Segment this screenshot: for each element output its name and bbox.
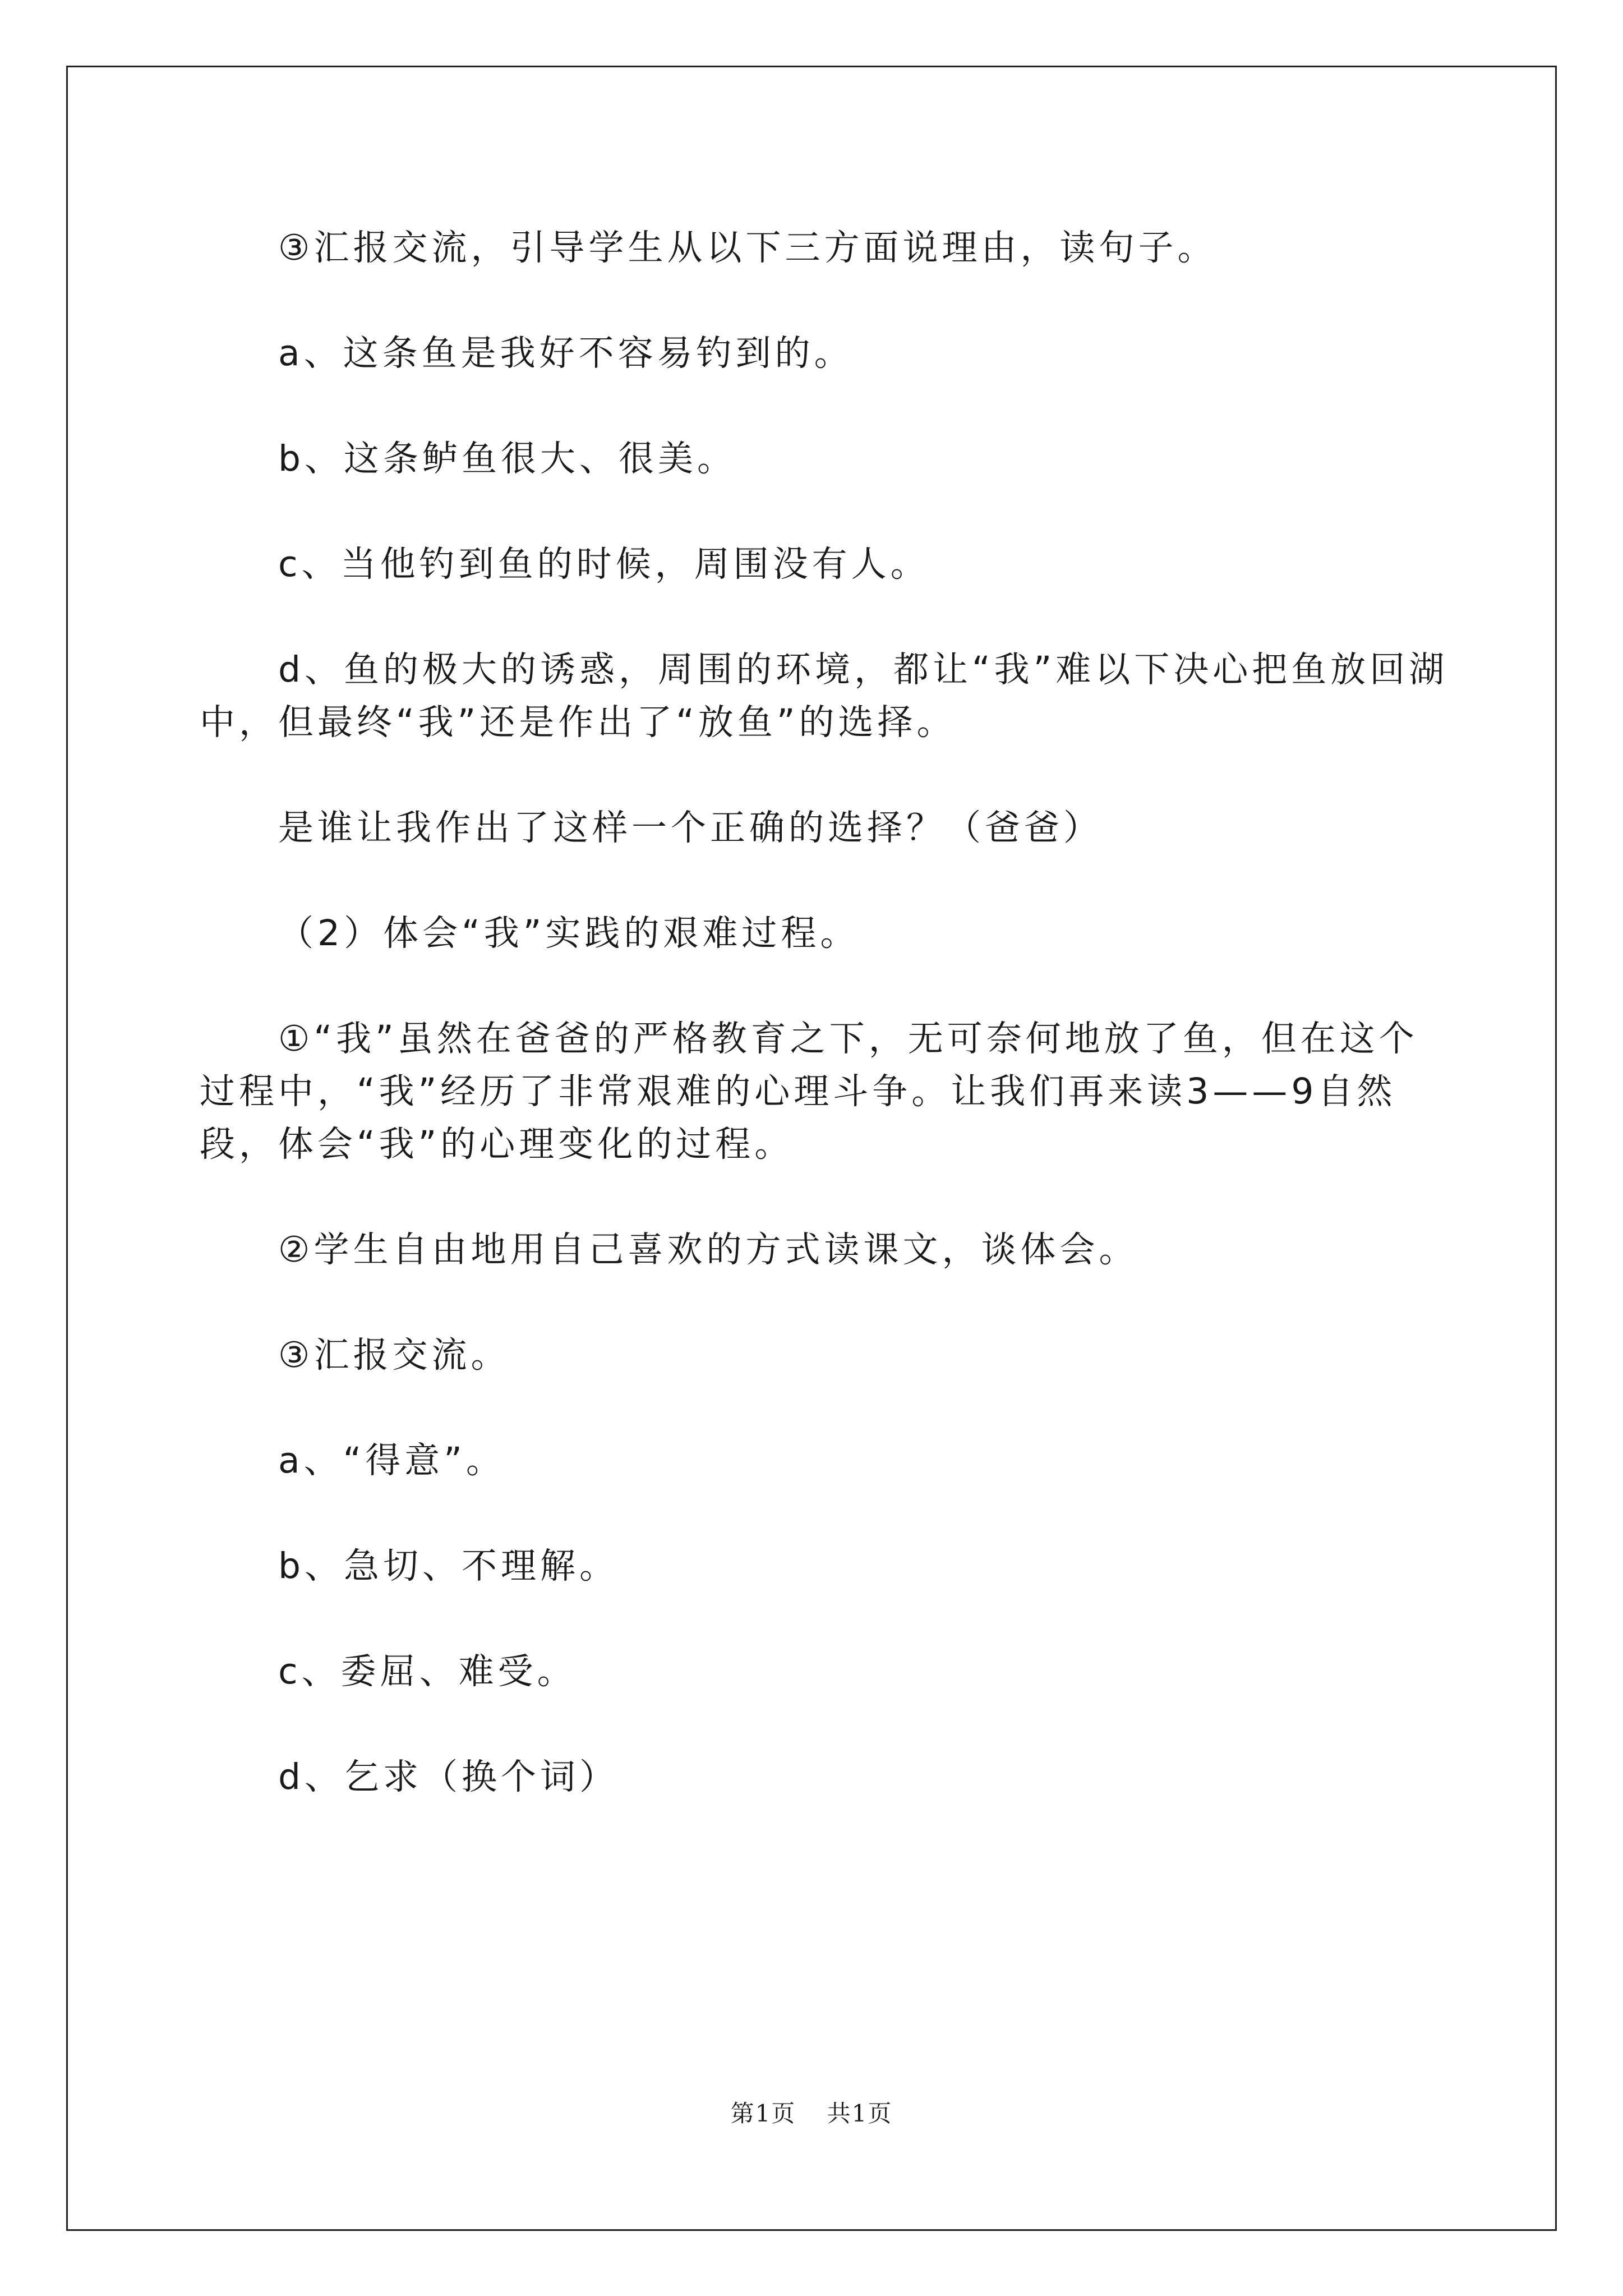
paragraph-question: 是谁让我作出了这样一个正确的选择？（爸爸） <box>278 807 1103 848</box>
page-footer <box>0 2095 1623 2129</box>
paragraph-feeling-b: b、急切、不理解。 <box>278 1545 619 1586</box>
paragraph-feeling-c: c、委屈、难受。 <box>278 1651 577 1692</box>
paragraph-item-c: c、当他钓到鱼的时候，周围没有人。 <box>278 544 930 585</box>
page-total: 共1页 <box>827 2100 893 2127</box>
paragraph-feeling-a: a、“得意”。 <box>278 1440 505 1481</box>
paragraph-step-3: ③汇报交流。 <box>278 1335 510 1375</box>
paragraph-item-d: d、鱼的极大的诱惑，周围的环境，都让“我”难以下决心把鱼放回湖中，但最终“我”还是作出了“放鱼”的选择。 <box>200 649 1449 743</box>
paragraph-report-reasons: ③汇报交流，引导学生从以下三方面说理由，读句子。 <box>278 227 1217 268</box>
paragraph-section-2: （2）体会“我”实践的艰难过程。 <box>278 913 860 954</box>
paragraph-step-1: ①“我”虽然在爸爸的严格教育之下，无可奈何地放了鱼，但在这个过程中，“我”经历了非常艰难的心理斗争。让我们再来读3——9自然段，体会“我”的心理变化的过程。 <box>200 1018 1418 1165</box>
paragraph-item-b: b、这条鲈鱼很大、很美。 <box>278 438 736 479</box>
document-body <box>200 222 1456 1856</box>
paragraph-item-a: a、这条鱼是我好不容易钓到的。 <box>278 333 854 374</box>
paragraph-feeling-d: d、乞求（换个词） <box>278 1756 619 1797</box>
page-number: 第1页 <box>730 2100 796 2127</box>
paragraph-step-2: ②学生自由地用自己喜欢的方式读课文，谈体会。 <box>278 1229 1138 1270</box>
